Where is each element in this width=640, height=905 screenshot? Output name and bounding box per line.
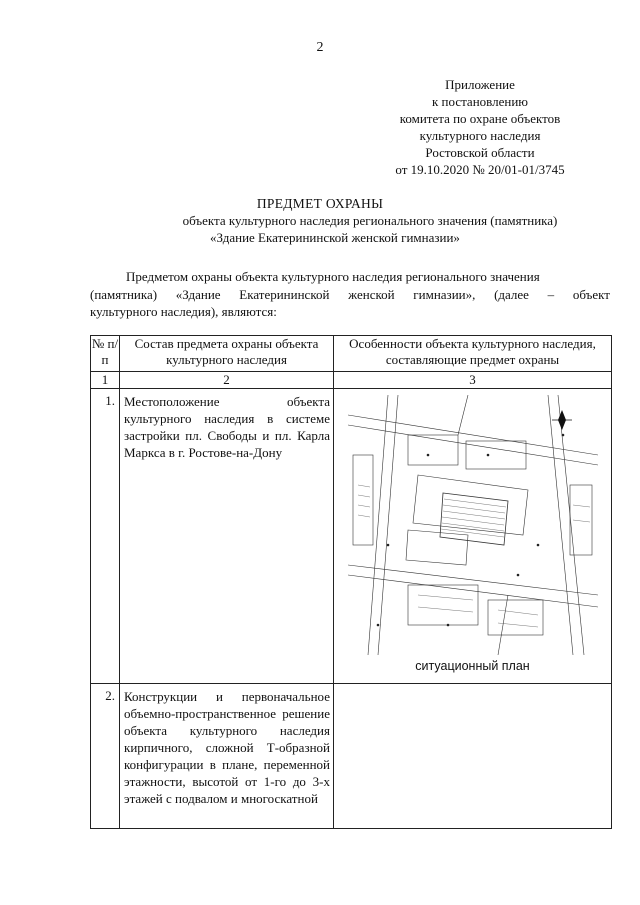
appendix-line: культурного наследия	[419, 128, 541, 143]
map-caption: ситуационный план	[415, 659, 530, 673]
row-feature-cell	[334, 684, 612, 829]
header-composition: Состав предмета охраны объекта культурного наследия	[120, 336, 334, 372]
site-plan-drawing	[348, 395, 598, 655]
document-title: ПРЕДМЕТ ОХРАНЫ	[256, 196, 384, 211]
page-number: 2	[316, 40, 324, 55]
intro-line: Предметом охраны объекта культурного наследия регионального значения	[126, 269, 540, 284]
column-numbering-row	[91, 372, 612, 389]
row-number: 1.	[91, 389, 120, 684]
column-number: 1	[91, 372, 120, 389]
appendix-line: Ростовской области	[425, 145, 535, 160]
subtitle-line: объекта культурного наследия регионального значения (памятника)	[182, 213, 558, 228]
document-subtitle	[100, 212, 640, 246]
intro-paragraph	[90, 268, 610, 321]
table-header-row	[91, 336, 612, 372]
column-number: 3	[334, 372, 612, 389]
row-feature-cell	[334, 389, 612, 684]
appendix-line: к постановлению	[431, 94, 529, 109]
appendix-line: комитета по охране объектов	[399, 111, 561, 126]
compass-icon	[552, 410, 572, 430]
table-row	[91, 389, 612, 684]
header-features: Особенности объекта культурного наследия, составляющие предмет охраны	[334, 336, 612, 372]
subtitle-line: «Здание Екатерининской женской гимназии»	[210, 230, 460, 245]
protection-table	[90, 335, 612, 829]
intro-line: культурного наследия), являются:	[90, 304, 277, 319]
row-description: Местоположение объекта культурного наследия в системе застройки пл. Свободы и пл. Карла Маркса в г. Ростове-на-Дону	[120, 389, 334, 684]
intro-line: (памятника) «Здание Екатерининской женской гимназии», (далее – объект	[90, 286, 610, 302]
row-description: Конструкции и первоначальное объемно-пространственное решение объекта культурного наследия кирпичного, сложной Т-образной конфигурации в плане, переменной этажности, высотой от 1-го до 3-х этажей с подвалом и многоскатной	[120, 684, 334, 829]
header-number: № п/п	[91, 336, 120, 372]
appendix-block	[360, 76, 600, 178]
table-row	[91, 684, 612, 829]
column-number: 2	[120, 372, 334, 389]
row-number: 2.	[91, 684, 120, 829]
appendix-line: от 19.10.2020 № 20/01-01/3745	[395, 162, 565, 177]
appendix-line: Приложение	[445, 77, 515, 92]
